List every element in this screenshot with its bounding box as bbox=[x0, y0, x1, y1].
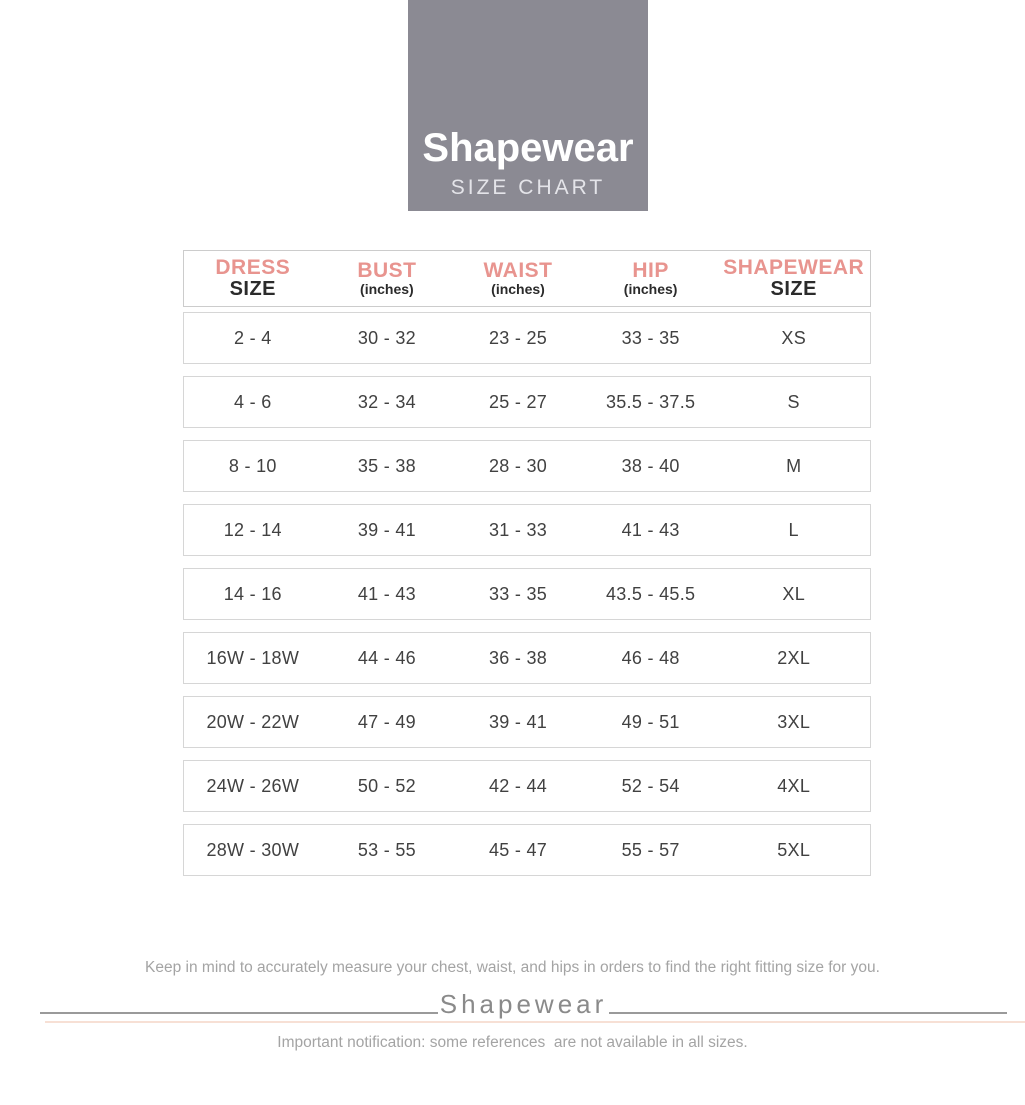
footer-rule-right bbox=[609, 1012, 1007, 1014]
table-row bbox=[183, 568, 871, 620]
note-line-2: Important notification: some references are not available in all sizes. bbox=[277, 1034, 748, 1051]
table-cell: 23 - 25 bbox=[488, 327, 548, 348]
table-cell: 42 - 44 bbox=[488, 775, 548, 796]
column-header-bust bbox=[322, 251, 453, 306]
table-cell: XS bbox=[781, 327, 807, 348]
column-header-dress bbox=[184, 251, 322, 306]
table-row bbox=[183, 312, 871, 364]
table-row bbox=[183, 440, 871, 492]
table-cell: 43.5 - 45.5 bbox=[605, 583, 696, 604]
footer-accent-line bbox=[45, 1021, 1025, 1023]
note-line-1: Keep in mind to accurately measure your chest, waist, and hips in orders to find the right fitting size for you. bbox=[145, 959, 880, 976]
table-cell: 46 - 48 bbox=[621, 647, 680, 668]
column-title: WAIST bbox=[483, 259, 553, 283]
table-row bbox=[183, 376, 871, 428]
table-cell: 24W - 26W bbox=[206, 775, 300, 796]
column-title: HIP bbox=[632, 259, 669, 283]
table-header-row bbox=[183, 250, 871, 307]
table-cell: 38 - 40 bbox=[621, 455, 680, 476]
table-cell: 39 - 41 bbox=[488, 711, 548, 732]
table-cell: 14 - 16 bbox=[223, 583, 282, 604]
table-cell: 55 - 57 bbox=[621, 839, 680, 860]
table-cell: 44 - 46 bbox=[357, 647, 416, 668]
table-cell: 25 - 27 bbox=[488, 391, 548, 412]
table-cell: 20W - 22W bbox=[206, 711, 300, 732]
column-title: BUST bbox=[357, 259, 417, 283]
column-subtitle: (inches) bbox=[623, 281, 678, 298]
table-body bbox=[183, 312, 871, 876]
table-cell: 3XL bbox=[777, 711, 811, 732]
table-cell: 49 - 51 bbox=[621, 711, 680, 732]
column-title: SHAPEWEAR bbox=[723, 255, 865, 279]
table-cell: M bbox=[786, 455, 802, 476]
footer-brand bbox=[40, 988, 1007, 1019]
table-cell: 41 - 43 bbox=[357, 583, 416, 604]
table-cell: 33 - 35 bbox=[488, 583, 548, 604]
table-cell: 36 - 38 bbox=[488, 647, 548, 668]
table-cell: 4XL bbox=[777, 775, 811, 796]
table-cell: 12 - 14 bbox=[223, 519, 282, 540]
table-cell: 28W - 30W bbox=[206, 839, 300, 860]
column-header-waist bbox=[452, 251, 584, 306]
table-cell: 2 - 4 bbox=[234, 327, 272, 348]
table-row bbox=[183, 632, 871, 684]
table-cell: 39 - 41 bbox=[357, 519, 416, 540]
table-cell: XL bbox=[782, 583, 806, 604]
table-row bbox=[183, 760, 871, 812]
table-cell: 31 - 33 bbox=[488, 519, 548, 540]
footer-brand-name: Shapewear bbox=[439, 989, 608, 1020]
footer-rule-left bbox=[40, 1012, 438, 1014]
column-header-hip bbox=[584, 251, 718, 306]
column-title: DRESS bbox=[215, 255, 291, 279]
table-cell: 35.5 - 37.5 bbox=[605, 391, 696, 412]
table-cell: 52 - 54 bbox=[621, 775, 680, 796]
column-subtitle: (inches) bbox=[360, 281, 414, 298]
column-subtitle: (inches) bbox=[491, 281, 545, 298]
table-cell: 5XL bbox=[777, 839, 811, 860]
table-row bbox=[183, 696, 871, 748]
column-subtitle: SIZE bbox=[229, 278, 277, 301]
table-cell: 28 - 30 bbox=[488, 455, 548, 476]
table-row bbox=[183, 504, 871, 556]
table-cell: 53 - 55 bbox=[357, 839, 416, 860]
banner bbox=[408, 0, 648, 211]
banner-subtitle: SIZE CHART bbox=[450, 176, 606, 199]
table-cell: 30 - 32 bbox=[357, 327, 416, 348]
table-cell: S bbox=[787, 391, 800, 412]
banner-title: Shapewear bbox=[422, 126, 634, 170]
table-cell: L bbox=[788, 519, 799, 540]
column-subtitle: SIZE bbox=[770, 278, 817, 301]
table-cell: 4 - 6 bbox=[234, 391, 272, 412]
table-cell: 47 - 49 bbox=[357, 711, 416, 732]
column-header-shapewear bbox=[717, 251, 870, 306]
table-cell: 8 - 10 bbox=[228, 455, 277, 476]
table-row bbox=[183, 824, 871, 876]
table-cell: 41 - 43 bbox=[621, 519, 680, 540]
table-cell: 45 - 47 bbox=[488, 839, 548, 860]
table-cell: 2XL bbox=[777, 647, 811, 668]
table-cell: 50 - 52 bbox=[357, 775, 416, 796]
table-cell: 35 - 38 bbox=[357, 455, 416, 476]
table-cell: 33 - 35 bbox=[621, 327, 680, 348]
table-cell: 16W - 18W bbox=[206, 647, 300, 668]
table-cell: 32 - 34 bbox=[357, 391, 416, 412]
size-chart-table bbox=[183, 250, 871, 888]
